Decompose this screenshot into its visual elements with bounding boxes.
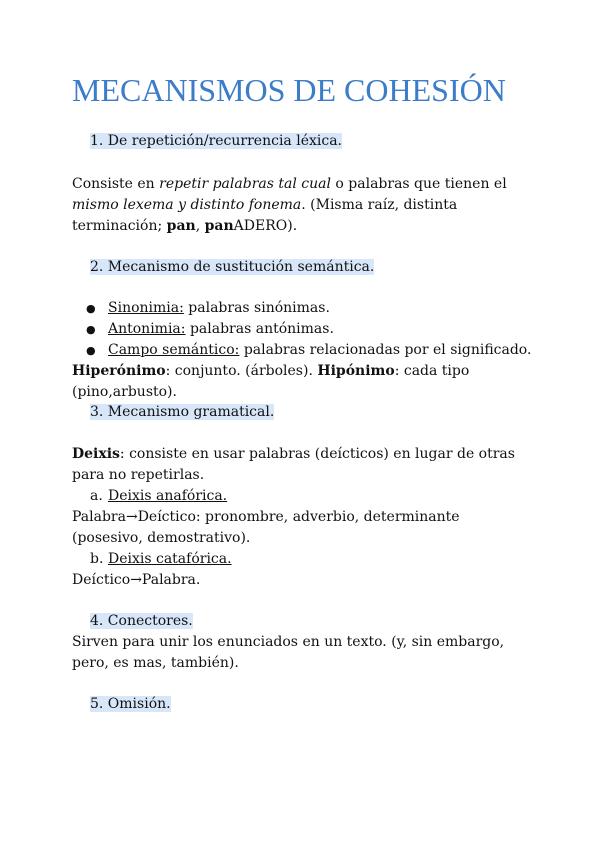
bullet-term: Campo semántico: xyxy=(108,342,240,358)
section-1-paragraph xyxy=(72,174,532,237)
bullet-text: palabras relacionadas por el significado. xyxy=(239,342,532,358)
hiperonimo-line xyxy=(72,361,552,403)
deixis-paragraph xyxy=(72,444,532,486)
deixis-text: : consiste en usar palabras (deícticos) en lugar de otras para no repetirlas. xyxy=(72,446,515,483)
deixis-term: Deixis xyxy=(72,446,120,462)
bullet-text: palabras antónimas. xyxy=(185,321,334,337)
hiper-text: : conjunto. (árboles). xyxy=(165,363,318,379)
s1-end: ADERO). xyxy=(233,218,298,234)
list-label: b. xyxy=(90,551,104,567)
section-3-heading-text: 3. Mecanismo gramatical. xyxy=(90,404,275,420)
section-5-heading xyxy=(90,694,171,715)
section-4-heading xyxy=(90,611,193,632)
deixis-b-term: Deixis catafórica. xyxy=(108,551,232,567)
s1-italic-1: repetir palabras tal cual xyxy=(159,176,331,192)
bullet-item xyxy=(86,340,531,361)
list-label: a. xyxy=(90,488,103,504)
deixis-a-text: Palabra→Deíctico: pronombre, adverbio, determinante (posesivo, demostrativo). xyxy=(72,509,460,546)
deixis-a-item xyxy=(90,486,227,507)
bullet-item xyxy=(86,298,330,319)
bullet-dot-icon: ● xyxy=(86,323,96,336)
deixis-b-item xyxy=(90,549,232,570)
section-3-heading xyxy=(90,402,274,423)
s1-pre: Consiste en xyxy=(72,176,160,192)
section-2-heading xyxy=(90,257,374,278)
bullet-text: palabras sinónimas. xyxy=(183,300,330,316)
s1-mid-2: . (Misma raíz, distinta terminación; xyxy=(72,197,458,234)
bullet-term: Antonimia: xyxy=(108,321,186,337)
deixis-b-text: Deíctico→Palabra. xyxy=(72,572,201,588)
s1-bold-1: pan xyxy=(166,218,196,234)
section-5-heading-text: 5. Omisión. xyxy=(90,696,171,712)
hipo-term: Hipónimo xyxy=(317,363,395,379)
section-4-heading-text: 4. Conectores. xyxy=(90,613,193,629)
bullet-dot-icon: ● xyxy=(86,302,96,315)
s1-italic-2: mismo lexema y distinto fonema xyxy=(72,197,302,213)
hipo-text: : cada tipo (pino,arbusto). xyxy=(72,363,470,400)
section-1-heading-text: 1. De repetición/recurrencia léxica. xyxy=(90,133,342,149)
s1-mid-3: , xyxy=(195,218,205,234)
conectores-paragraph: Sirven para unir los enunciados en un texto. (y, sin embargo, pero, es mas, también). xyxy=(72,634,505,671)
page-title: MECANISMOS DE COHESIÓN xyxy=(72,72,506,108)
bullet-term: Sinonimia: xyxy=(108,300,184,316)
deixis-a-term: Deixis anafórica. xyxy=(108,488,228,504)
s1-mid-1: o palabras que tienen el xyxy=(330,176,507,192)
hiper-term: Hiperónimo xyxy=(72,363,166,379)
bullet-dot-icon: ● xyxy=(86,344,96,357)
s1-bold-2: pan xyxy=(204,218,234,234)
bullet-item xyxy=(86,319,334,340)
section-2-heading-text: 2. Mecanismo de sustitución semántica. xyxy=(90,259,375,275)
section-1-heading xyxy=(90,131,342,152)
